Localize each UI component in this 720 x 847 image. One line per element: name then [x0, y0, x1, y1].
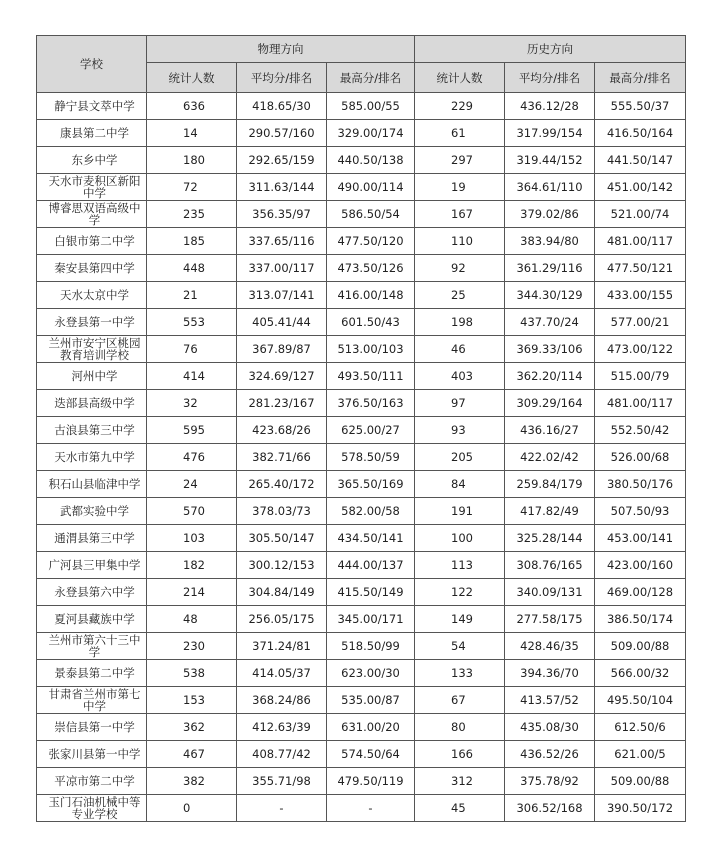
- school-name: 兰州市第六十三中学: [48, 633, 141, 659]
- table-row: [37, 606, 686, 633]
- history-count-cell: 54: [415, 633, 505, 660]
- school-name: 博睿思双语高级中学: [48, 201, 141, 227]
- school-name: 景泰县第二中学: [54, 666, 135, 680]
- school-name: 东乡中学: [71, 153, 118, 167]
- school-name: 夏河县藏族中学: [54, 612, 135, 626]
- physics-average-cell: 405.41/44: [237, 309, 327, 336]
- school-name: 古浪县第三中学: [54, 423, 135, 437]
- history-max-cell: 612.50/6: [595, 714, 686, 741]
- physics-max-cell: 574.50/64: [327, 741, 415, 768]
- history-max-cell: 495.50/104: [595, 687, 686, 714]
- table-row: [37, 309, 686, 336]
- physics-max-cell: 625.00/27: [327, 417, 415, 444]
- history-count-cell: 166: [415, 741, 505, 768]
- history-max-cell: 453.00/141: [595, 525, 686, 552]
- history-count-cell: 167: [415, 201, 505, 228]
- table-row: [37, 471, 686, 498]
- school-name: 玉门石油机械中等专业学校: [48, 795, 141, 821]
- physics-count-cell: 153: [147, 687, 237, 714]
- history-max-cell: 621.00/5: [595, 741, 686, 768]
- history-max-cell: 386.50/174: [595, 606, 686, 633]
- history-count-cell: 67: [415, 687, 505, 714]
- school-cell: [37, 120, 147, 147]
- history-count-cell: 19: [415, 174, 505, 201]
- physics-max-cell: 415.50/149: [327, 579, 415, 606]
- school-name: 甘肃省兰州市第七中学: [48, 687, 141, 713]
- history-max-cell: 469.00/128: [595, 579, 686, 606]
- history-count-cell: 84: [415, 471, 505, 498]
- history-max-cell: 477.50/121: [595, 255, 686, 282]
- physics-max-cell: 477.50/120: [327, 228, 415, 255]
- history-average-cell: 306.52/168: [505, 795, 595, 822]
- physics-max-cell: 623.00/30: [327, 660, 415, 687]
- school-cell: [37, 741, 147, 768]
- physics-average-cell: 290.57/160: [237, 120, 327, 147]
- school-name: 广河县三甲集中学: [48, 558, 141, 572]
- table-row: [37, 687, 686, 714]
- history-max-cell: 515.00/79: [595, 363, 686, 390]
- physics-count-cell: 570: [147, 498, 237, 525]
- history-max-cell: 380.50/176: [595, 471, 686, 498]
- history-average-cell: 319.44/152: [505, 147, 595, 174]
- physics-count-cell: 24: [147, 471, 237, 498]
- history-max-cell: 507.50/93: [595, 498, 686, 525]
- physics-max-cell: 518.50/99: [327, 633, 415, 660]
- physics-count-cell: 185: [147, 228, 237, 255]
- school-name: 崇信县第一中学: [54, 720, 135, 734]
- physics-average-cell: 313.07/141: [237, 282, 327, 309]
- school-name: 静宁县文萃中学: [54, 99, 135, 113]
- history-count-cell: 122: [415, 579, 505, 606]
- history-max-cell: 473.00/122: [595, 336, 686, 363]
- physics-max-cell: 513.00/103: [327, 336, 415, 363]
- school-cell: [37, 228, 147, 255]
- school-name: 天水太京中学: [60, 288, 129, 302]
- history-count-cell: 191: [415, 498, 505, 525]
- table-row: [37, 633, 686, 660]
- table-row: [37, 795, 686, 822]
- history-count-cell: 97: [415, 390, 505, 417]
- physics-average-cell: 412.63/39: [237, 714, 327, 741]
- history-average-cell: 379.02/86: [505, 201, 595, 228]
- physics-average-cell: -: [237, 795, 327, 822]
- table-row: [37, 336, 686, 363]
- school-cell: [37, 471, 147, 498]
- physics-max-cell: 479.50/119: [327, 768, 415, 795]
- history-average-cell: 361.29/116: [505, 255, 595, 282]
- physics-average-cell: 304.84/149: [237, 579, 327, 606]
- physics-count-cell: 0: [147, 795, 237, 822]
- table-row: [37, 93, 686, 120]
- history-average-cell: 413.57/52: [505, 687, 595, 714]
- history-max-cell: 416.50/164: [595, 120, 686, 147]
- history-count-cell: 100: [415, 525, 505, 552]
- physics-max-cell: 535.00/87: [327, 687, 415, 714]
- header-physics-max: 最高分/排名: [327, 63, 415, 93]
- history-count-cell: 205: [415, 444, 505, 471]
- physics-average-cell: 305.50/147: [237, 525, 327, 552]
- physics-count-cell: 14: [147, 120, 237, 147]
- table-row: [37, 174, 686, 201]
- history-count-cell: 133: [415, 660, 505, 687]
- history-average-cell: 375.78/92: [505, 768, 595, 795]
- table-row: [37, 255, 686, 282]
- history-max-cell: 566.00/32: [595, 660, 686, 687]
- school-cell: [37, 606, 147, 633]
- physics-count-cell: 414: [147, 363, 237, 390]
- physics-average-cell: 292.65/159: [237, 147, 327, 174]
- history-average-cell: 325.28/144: [505, 525, 595, 552]
- school-cell: [37, 795, 147, 822]
- physics-average-cell: 418.65/30: [237, 93, 327, 120]
- physics-count-cell: 182: [147, 552, 237, 579]
- physics-max-cell: 376.50/163: [327, 390, 415, 417]
- school-cell: [37, 498, 147, 525]
- physics-max-cell: 493.50/111: [327, 363, 415, 390]
- physics-average-cell: 265.40/172: [237, 471, 327, 498]
- school-cell: [37, 633, 147, 660]
- history-average-cell: 437.70/24: [505, 309, 595, 336]
- physics-average-cell: 337.00/117: [237, 255, 327, 282]
- physics-max-cell: 345.00/171: [327, 606, 415, 633]
- history-count-cell: 113: [415, 552, 505, 579]
- history-average-cell: 362.20/114: [505, 363, 595, 390]
- physics-average-cell: 382.71/66: [237, 444, 327, 471]
- history-average-cell: 277.58/175: [505, 606, 595, 633]
- table-row: [37, 228, 686, 255]
- school-cell: [37, 309, 147, 336]
- history-average-cell: 369.33/106: [505, 336, 595, 363]
- physics-average-cell: 311.63/144: [237, 174, 327, 201]
- header-history-average: 平均分/排名: [505, 63, 595, 93]
- physics-count-cell: 103: [147, 525, 237, 552]
- physics-count-cell: 32: [147, 390, 237, 417]
- physics-count-cell: 76: [147, 336, 237, 363]
- history-max-cell: 390.50/172: [595, 795, 686, 822]
- school-cell: [37, 390, 147, 417]
- history-max-cell: 441.50/147: [595, 147, 686, 174]
- physics-average-cell: 256.05/175: [237, 606, 327, 633]
- history-count-cell: 61: [415, 120, 505, 147]
- school-name: 张家川县第一中学: [48, 747, 141, 761]
- physics-count-cell: 235: [147, 201, 237, 228]
- table-row: [37, 363, 686, 390]
- history-max-cell: 423.00/160: [595, 552, 686, 579]
- history-average-cell: 417.82/49: [505, 498, 595, 525]
- school-name: 通渭县第三中学: [54, 531, 135, 545]
- history-count-cell: 403: [415, 363, 505, 390]
- physics-average-cell: 371.24/81: [237, 633, 327, 660]
- history-count-cell: 46: [415, 336, 505, 363]
- header-history-max: 最高分/排名: [595, 63, 686, 93]
- table-row: [37, 390, 686, 417]
- school-cell: [37, 255, 147, 282]
- school-cell: [37, 417, 147, 444]
- table-row: [37, 498, 686, 525]
- school-cell: [37, 768, 147, 795]
- physics-average-cell: 300.12/153: [237, 552, 327, 579]
- school-cell: [37, 93, 147, 120]
- table-row: [37, 660, 686, 687]
- history-count-cell: 80: [415, 714, 505, 741]
- school-cell: [37, 363, 147, 390]
- table-row: [37, 741, 686, 768]
- history-average-cell: 309.29/164: [505, 390, 595, 417]
- header-physics-count: 统计人数: [147, 63, 237, 93]
- physics-max-cell: 444.00/137: [327, 552, 415, 579]
- school-name: 白银市第二中学: [54, 234, 135, 248]
- history-average-cell: 308.76/165: [505, 552, 595, 579]
- history-count-cell: 93: [415, 417, 505, 444]
- school-cell: [37, 147, 147, 174]
- physics-count-cell: 180: [147, 147, 237, 174]
- physics-average-cell: 356.35/97: [237, 201, 327, 228]
- history-average-cell: 394.36/70: [505, 660, 595, 687]
- physics-max-cell: 578.50/59: [327, 444, 415, 471]
- table-row: [37, 714, 686, 741]
- table-row: [37, 444, 686, 471]
- history-max-cell: 552.50/42: [595, 417, 686, 444]
- school-cell: [37, 714, 147, 741]
- physics-average-cell: 408.77/42: [237, 741, 327, 768]
- school-name: 平凉市第二中学: [54, 774, 135, 788]
- physics-max-cell: 434.50/141: [327, 525, 415, 552]
- physics-count-cell: 230: [147, 633, 237, 660]
- history-max-cell: 555.50/37: [595, 93, 686, 120]
- school-cell: [37, 282, 147, 309]
- physics-count-cell: 362: [147, 714, 237, 741]
- school-name: 兰州市安宁区桃园教育培训学校: [48, 336, 141, 362]
- history-count-cell: 229: [415, 93, 505, 120]
- physics-max-cell: 586.50/54: [327, 201, 415, 228]
- table-row: [37, 120, 686, 147]
- history-max-cell: 577.00/21: [595, 309, 686, 336]
- history-max-cell: 481.00/117: [595, 390, 686, 417]
- history-average-cell: 436.16/27: [505, 417, 595, 444]
- school-name: 天水市第九中学: [54, 450, 135, 464]
- school-cell: [37, 336, 147, 363]
- history-average-cell: 383.94/80: [505, 228, 595, 255]
- physics-count-cell: 21: [147, 282, 237, 309]
- physics-max-cell: 601.50/43: [327, 309, 415, 336]
- physics-average-cell: 367.89/87: [237, 336, 327, 363]
- physics-max-cell: 416.00/148: [327, 282, 415, 309]
- history-max-cell: 433.00/155: [595, 282, 686, 309]
- history-average-cell: 317.99/154: [505, 120, 595, 147]
- school-name: 河州中学: [71, 369, 118, 383]
- history-count-cell: 198: [415, 309, 505, 336]
- school-name: 天水市麦积区新阳中学: [48, 174, 141, 200]
- table-row: [37, 147, 686, 174]
- history-max-cell: 451.00/142: [595, 174, 686, 201]
- history-average-cell: 259.84/179: [505, 471, 595, 498]
- history-count-cell: 92: [415, 255, 505, 282]
- physics-count-cell: 538: [147, 660, 237, 687]
- physics-count-cell: 448: [147, 255, 237, 282]
- physics-average-cell: 355.71/98: [237, 768, 327, 795]
- header-physics-average: 平均分/排名: [237, 63, 327, 93]
- physics-count-cell: 72: [147, 174, 237, 201]
- physics-count-cell: 595: [147, 417, 237, 444]
- physics-count-cell: 382: [147, 768, 237, 795]
- physics-average-cell: 423.68/26: [237, 417, 327, 444]
- physics-max-cell: 490.00/114: [327, 174, 415, 201]
- history-count-cell: 149: [415, 606, 505, 633]
- history-max-cell: 509.00/88: [595, 633, 686, 660]
- school-name: 迭部县高级中学: [54, 396, 135, 410]
- history-max-cell: 526.00/68: [595, 444, 686, 471]
- history-average-cell: 436.52/26: [505, 741, 595, 768]
- school-name: 康县第二中学: [60, 126, 129, 140]
- history-average-cell: 340.09/131: [505, 579, 595, 606]
- table-row: [37, 552, 686, 579]
- physics-count-cell: 48: [147, 606, 237, 633]
- school-name: 永登县第六中学: [54, 585, 135, 599]
- table-row: [37, 201, 686, 228]
- history-average-cell: 364.61/110: [505, 174, 595, 201]
- school-name: 积石山县临津中学: [48, 477, 141, 491]
- history-count-cell: 25: [415, 282, 505, 309]
- physics-max-cell: -: [327, 795, 415, 822]
- school-name: 秦安县第四中学: [54, 261, 135, 275]
- physics-count-cell: 636: [147, 93, 237, 120]
- history-average-cell: 435.08/30: [505, 714, 595, 741]
- history-max-cell: 481.00/117: [595, 228, 686, 255]
- school-cell: [37, 174, 147, 201]
- physics-average-cell: 324.69/127: [237, 363, 327, 390]
- physics-max-cell: 582.00/58: [327, 498, 415, 525]
- score-table: [36, 35, 686, 822]
- history-count-cell: 312: [415, 768, 505, 795]
- physics-max-cell: 365.50/169: [327, 471, 415, 498]
- physics-average-cell: 368.24/86: [237, 687, 327, 714]
- school-name: 武都实验中学: [60, 504, 129, 518]
- physics-average-cell: 414.05/37: [237, 660, 327, 687]
- school-cell: [37, 444, 147, 471]
- history-count-cell: 110: [415, 228, 505, 255]
- table-body: [37, 93, 686, 822]
- history-count-cell: 45: [415, 795, 505, 822]
- physics-max-cell: 631.00/20: [327, 714, 415, 741]
- physics-count-cell: 553: [147, 309, 237, 336]
- physics-max-cell: 473.50/126: [327, 255, 415, 282]
- physics-average-cell: 281.23/167: [237, 390, 327, 417]
- school-cell: [37, 201, 147, 228]
- physics-max-cell: 440.50/138: [327, 147, 415, 174]
- history-average-cell: 428.46/35: [505, 633, 595, 660]
- school-name: 永登县第一中学: [54, 315, 135, 329]
- history-average-cell: 344.30/129: [505, 282, 595, 309]
- table-row: [37, 525, 686, 552]
- physics-max-cell: 329.00/174: [327, 120, 415, 147]
- table-row: [37, 417, 686, 444]
- history-max-cell: 509.00/88: [595, 768, 686, 795]
- history-max-cell: 521.00/74: [595, 201, 686, 228]
- header-history-count: 统计人数: [415, 63, 505, 93]
- school-cell: [37, 687, 147, 714]
- history-count-cell: 297: [415, 147, 505, 174]
- history-average-cell: 436.12/28: [505, 93, 595, 120]
- school-cell: [37, 579, 147, 606]
- table-row: [37, 768, 686, 795]
- school-cell: [37, 660, 147, 687]
- physics-average-cell: 378.03/73: [237, 498, 327, 525]
- school-cell: [37, 525, 147, 552]
- physics-count-cell: 214: [147, 579, 237, 606]
- header-physics: 物理方向: [147, 36, 415, 63]
- table-row: [37, 282, 686, 309]
- physics-average-cell: 337.65/116: [237, 228, 327, 255]
- physics-count-cell: 467: [147, 741, 237, 768]
- physics-max-cell: 585.00/55: [327, 93, 415, 120]
- header-history: 历史方向: [415, 36, 686, 63]
- school-cell: [37, 552, 147, 579]
- physics-count-cell: 476: [147, 444, 237, 471]
- header-school: 学校: [37, 36, 147, 93]
- table-row: [37, 579, 686, 606]
- history-average-cell: 422.02/42: [505, 444, 595, 471]
